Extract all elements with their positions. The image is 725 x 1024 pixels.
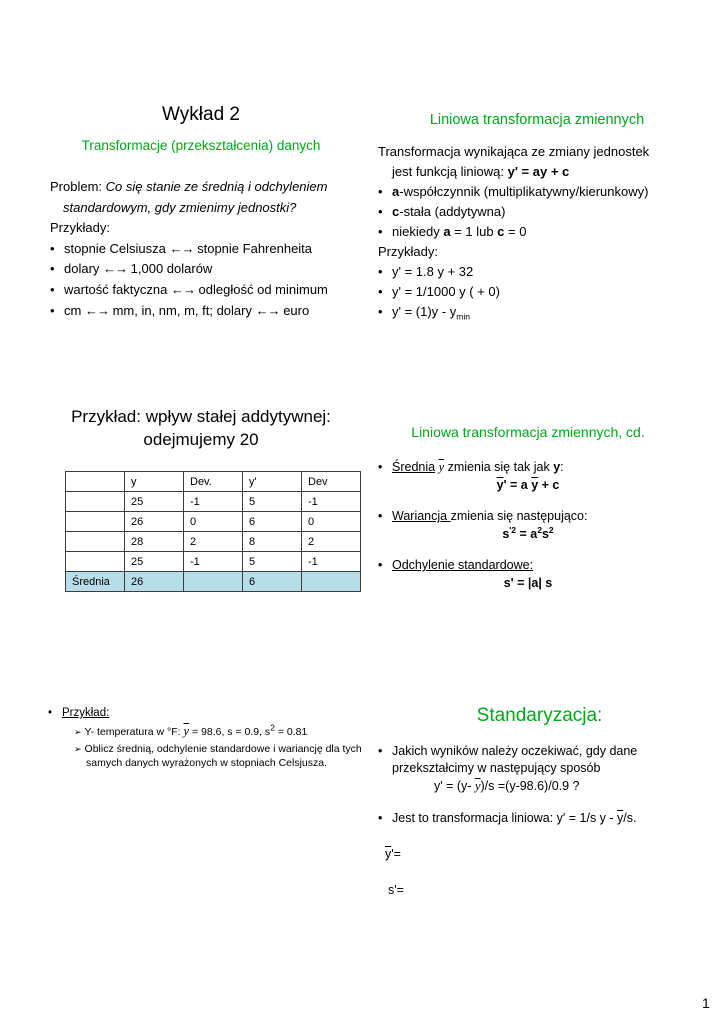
s-prime-blank: s'= [388,883,404,897]
table-cell: 26 [125,512,184,532]
formula-superscript: '2 [509,524,517,535]
ybar-symbol: $\overline{y}$ [496,478,504,492]
problem-text1: Co się stanie ze średnią i odchyleniem [105,179,328,194]
colon: : [560,460,564,474]
table-cell: -1 [184,552,243,572]
table-row [66,492,361,512]
double-arrow-icon: ←→ [255,302,280,318]
table-cell: 26 [125,572,184,592]
table-header-row [66,472,361,492]
table-cell: 25 [125,552,184,572]
formula-text: y' = (1)y - y [392,304,457,319]
bullet-icon: • [48,707,53,719]
coef-text: -współczynnik (multiplikatywny/kierunkowy) [399,184,649,199]
examples-label: Przykłady: [378,244,438,259]
bullet-icon: • [50,302,55,318]
formula-superscript: 2 [537,524,542,535]
table-cell: 5 [243,552,302,572]
bullet-icon: • [378,811,383,825]
slide-2-liniowa-transformacja [372,112,702,322]
example-item [50,301,366,322]
bullet-icon: • [378,744,383,758]
linear-note [378,810,707,827]
formula-text: y' = 1.8 y + 32 [392,264,474,279]
formula-text: ' = a [503,478,532,492]
bullet-icon: • [378,264,383,279]
arrowhead-bullet-icon: ➢ [74,727,82,737]
table-row [66,552,361,572]
example-text: odległość od minimum [194,281,328,297]
table-row [66,532,361,552]
formula-example [378,302,702,322]
slide3-title-line1: Przykład: wpływ stałej addytywnej: [71,407,331,426]
temperature-text: Y- temperatura w °F: [84,726,184,738]
table-cell: -1 [302,552,361,572]
intro-line1: Transformacja wynikająca ze zmiany jednostek [378,144,650,159]
formula-text: s [502,527,510,541]
bullet-icon: • [50,240,55,256]
slide4-body [378,459,678,592]
bullet-icon: • [50,281,55,297]
table-cell: 28 [125,532,184,552]
coef-text: = 0 [504,224,527,239]
coef-item [378,202,702,222]
table-cell: Średnia [66,572,125,592]
bullet-icon: • [378,460,383,474]
mean-text: zmienia się tak jak [444,460,554,474]
slide-1-wyklad-2 [36,104,366,321]
variance-label: Wariancja [392,509,451,523]
question-line2: przekształcimy w następujący sposób [392,761,601,775]
coef-symbol: c [497,224,505,239]
bullet-icon: • [378,284,383,299]
example-text: stopnie Celsiusza [64,240,170,256]
standardization-question [378,743,707,777]
slide-4-liniowa-cd [378,424,678,606]
coef-symbol: a [392,184,400,199]
example-text: wartość faktyczna [64,281,171,297]
temperature-text: = 98.6, s = 0.9, s [189,726,271,738]
table-cell [302,572,361,592]
example-heading [48,706,393,721]
table-cell: 0 [302,512,361,532]
formula-text: s [541,527,549,541]
table-cell: 5 [243,492,302,512]
formula-superscript: 2 [270,722,275,733]
example-item [50,280,366,301]
double-arrow-icon: ←→ [84,302,109,318]
table-cell: -1 [302,492,361,512]
formula-example [378,262,702,282]
coef-symbol: a [443,224,451,239]
coef-item [378,222,702,242]
bullet-icon: • [378,558,383,572]
bullet-icon: • [378,509,383,523]
example-subitems [74,724,393,771]
double-arrow-icon: ←→ [169,240,194,256]
ybar-prime-blank [385,846,707,863]
additive-table [65,471,361,592]
bullet-icon: • [378,184,383,199]
bullet-icon: • [378,304,383,319]
slide4-title: Liniowa transformacja zmiennych, cd. [411,424,645,440]
examples-label: Przykłady: [50,220,110,236]
mean-label: Średnia [392,460,436,474]
slide1-body [50,177,366,321]
table-header-cell: y [125,472,184,492]
note-text: Jest to transformacja liniowa: y' = 1/s y - [392,811,618,825]
note-text: /s. [623,811,637,825]
sd-formula: s' = |a| s [503,576,553,590]
table-cell: -1 [184,492,243,512]
problem-text2: standardowym, gdy zmienimy jednostki? [63,199,297,215]
slide-6-standaryzacja [372,705,707,899]
example-text: euro [279,302,310,318]
formula-example [378,282,702,302]
slide-5-przyklad [48,706,393,773]
formula-text: )/s =(y-98.6)/0.9 ? [480,779,580,793]
intro-line2 [378,162,702,182]
bullet-icon: • [378,224,383,239]
arrowhead-bullet-icon: ➢ [74,743,82,754]
task-text: Oblicz średnią, odchylenie standardowe i wariancję dla tych samych danych wyrażonych w stopniach Celsjusza. [84,742,362,769]
slide2-body [378,142,702,322]
temperature-text: = 0.81 [274,726,308,738]
double-arrow-icon: ←→ [170,281,195,297]
linear-formula: y' = ay + c [507,164,570,179]
coef-item [378,182,702,202]
example-text: cm [64,302,85,318]
table-row [66,572,361,592]
variance-rule [378,508,678,525]
slide6-title: Standaryzacja: [476,705,603,726]
formula-superscript: 2 [548,524,554,535]
table-header-cell: Dev. [184,472,243,492]
table-cell: 0 [184,512,243,532]
mean-rule [378,459,678,476]
slide6-body [372,743,707,899]
table-cell: 8 [243,532,302,552]
temperature-item [74,724,393,740]
example-text: dolary [64,261,104,277]
equals-text: '= [391,847,401,861]
slide1-subtitle: Transformacje (przekształcenia) danych [81,138,321,153]
formula-subscript: min [456,311,470,322]
bullet-icon: • [50,261,55,277]
table-header-cell [66,472,125,492]
slide-3-przyklad-addytywna [40,406,362,592]
problem-line1 [50,177,366,198]
table-cell: 6 [243,572,302,592]
table-cell [66,492,125,512]
slide3-title [40,406,362,451]
table-header-cell: y' [243,472,302,492]
coef-text: = 1 lub [450,224,498,239]
mean-formula [378,477,678,494]
table-cell [66,532,125,552]
ybar-symbol: $\overline{y}$ [385,847,392,861]
table-cell [66,552,125,572]
formula-text: = a [516,527,538,541]
question-line1 [378,743,707,760]
ybar-symbol: $\overline{y}$ [474,779,481,793]
example-text: mm, in, nm, m, ft; dolary [108,302,256,318]
variance-formula [378,526,678,543]
question-text: Jakich wyników należy oczekiwać, gdy dane [392,744,638,758]
example-item [50,259,366,280]
table-row [66,512,361,532]
intro-text: jest funkcją liniową: [392,164,508,179]
ybar-symbol: $\overline{y}$ [183,724,190,738]
ybar-symbol: $\overline{y}$ [617,811,624,825]
ybar-symbol: $\overline{y}$ [531,478,539,492]
example-text: stopnie Fahrenheita [193,240,313,256]
formula-text: y' = 1/1000 y ( + 0) [392,284,500,299]
slide1-title: Wykład 2 [162,104,240,125]
standardization-formula [434,778,707,795]
coef-text: niekiedy [392,224,444,239]
table-cell: 2 [302,532,361,552]
table-cell: 6 [243,512,302,532]
variance-text: zmienia się następująco: [450,509,588,523]
slide2-title: Liniowa transformacja zmiennych [429,112,645,128]
ybar-symbol: $\overline{y}$ [438,460,445,474]
table-header-cell: Dev [302,472,361,492]
formula-text: y' = (y- [434,779,475,793]
example-item [50,239,366,260]
example-text: 1,000 dolarów [127,261,213,277]
formula-text: + c [538,478,560,492]
table-cell [66,512,125,532]
task-item [74,742,393,771]
problem-label: Problem: [50,179,106,194]
problem-line2 [50,198,366,219]
table-cell: 2 [184,532,243,552]
double-arrow-icon: ←→ [103,261,128,277]
sd-label: Odchylenie standardowe: [392,558,534,572]
coef-text: -stała (addytywna) [399,204,506,219]
sd-rule [378,557,678,574]
bullet-icon: • [378,204,383,219]
slide3-title-line2: odejmujemy 20 [143,429,259,449]
example-heading-text: Przykład: [62,707,110,719]
table-cell [184,572,243,592]
table-cell: 25 [125,492,184,512]
page-number: 1 [702,995,710,1011]
coef-symbol: c [392,204,400,219]
y-symbol: y [553,460,561,474]
